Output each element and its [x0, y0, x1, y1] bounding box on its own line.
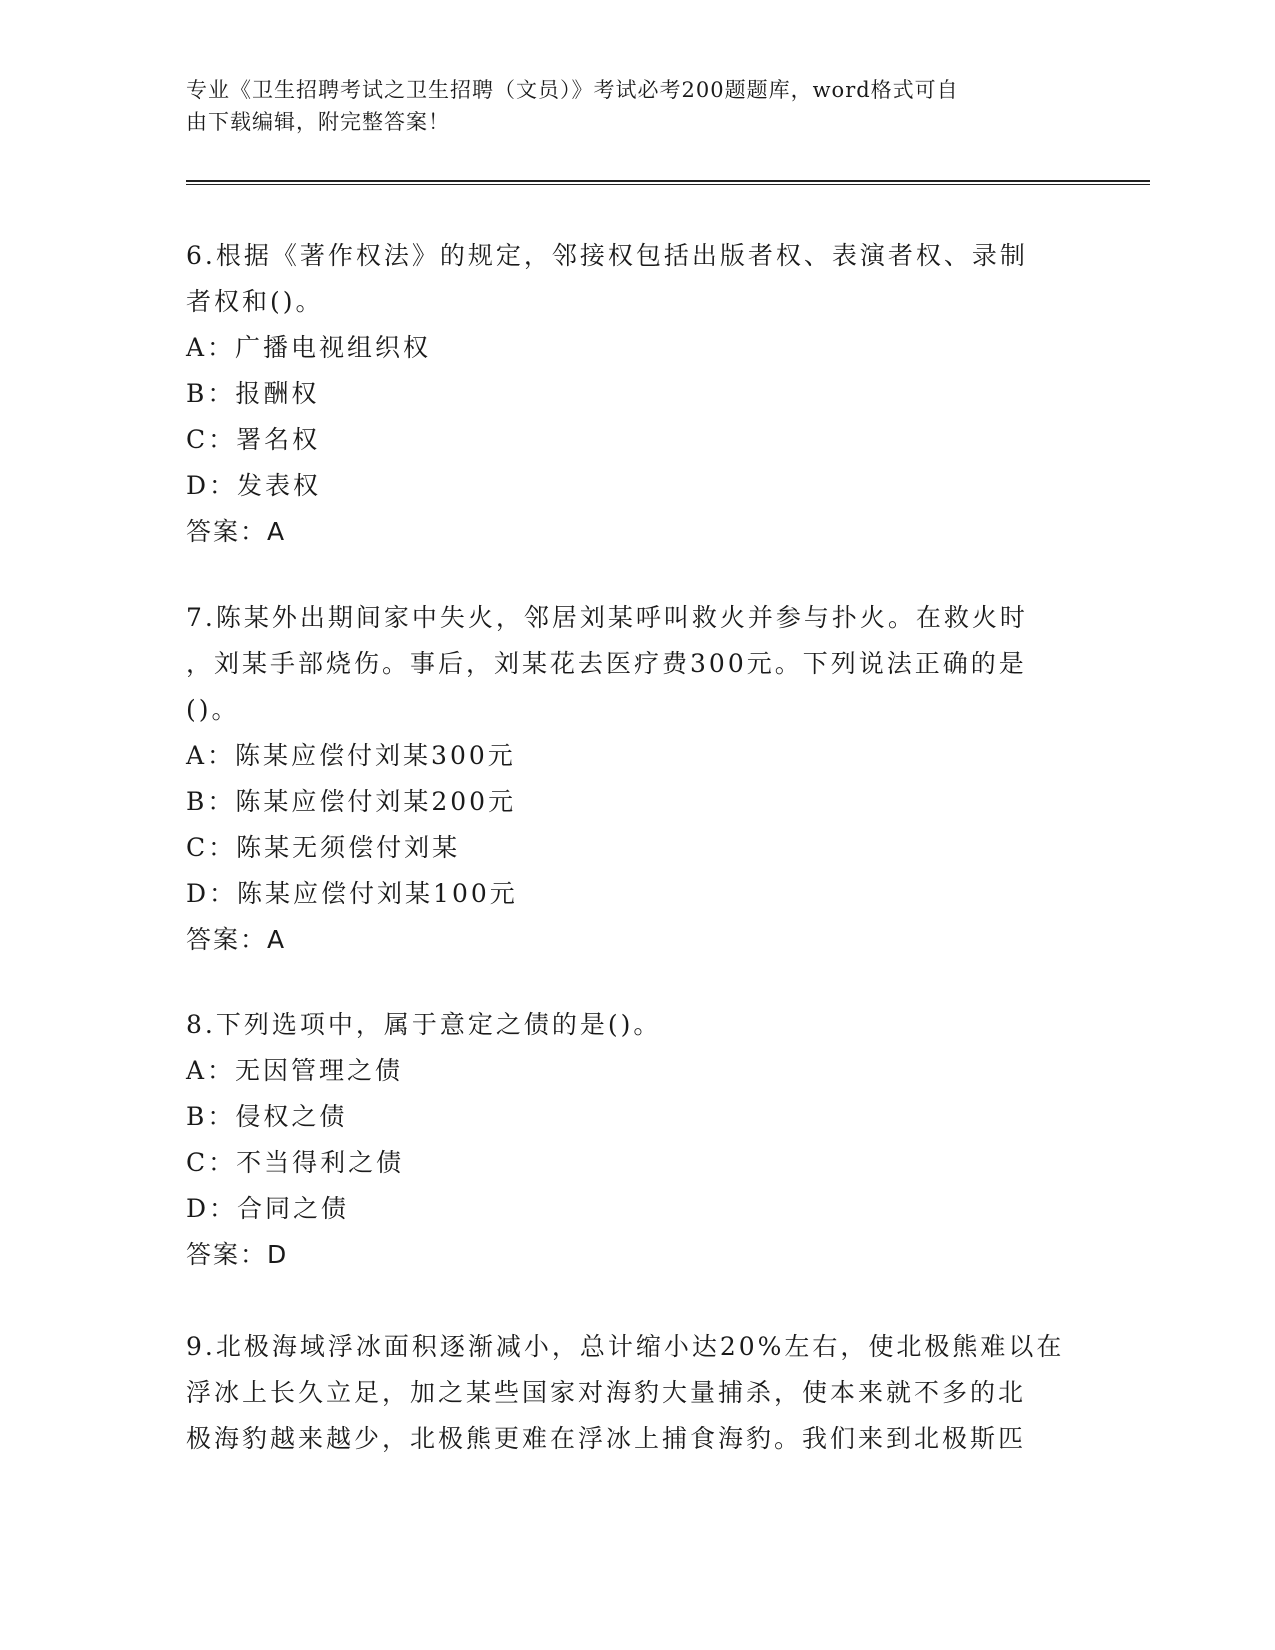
- option-a: A：陈某应偿付刘某300元: [186, 741, 516, 770]
- answer: 答案：D: [186, 1240, 289, 1269]
- question-stem-line: ，刘某手部烧伤。事后，刘某花去医疗费300元。下列说法正确的是: [186, 649, 1027, 678]
- document-header: [186, 74, 1066, 138]
- question-9: [186, 1324, 1076, 1462]
- option-c: C：不当得利之债: [186, 1148, 405, 1177]
- option-b: B：陈某应偿付刘某200元: [186, 787, 517, 816]
- option-b: B：报酬权: [186, 379, 320, 408]
- option-d: D：陈某应偿付刘某100元: [186, 879, 518, 908]
- question-7: [186, 595, 1076, 963]
- question-8: [186, 1002, 1076, 1278]
- header-divider-thin: [186, 184, 1150, 185]
- question-stem-line: ()。: [186, 695, 240, 724]
- header-divider-thick: [186, 180, 1150, 182]
- header-line-1: 专业《卫生招聘考试之卫生招聘（文员）》考试必考200题题库，word格式可自: [186, 78, 959, 102]
- question-6: [186, 233, 1076, 555]
- question-stem-line: 浮冰上长久立足，加之某些国家对海豹大量捕杀，使本来就不多的北: [186, 1378, 1027, 1407]
- question-stem-line: 7.陈某外出期间家中失火，邻居刘某呼叫救火并参与扑火。在救火时: [186, 603, 1028, 632]
- header-line-2: 由下载编辑，附完整答案！: [186, 110, 450, 134]
- question-stem-line: 9.北极海域浮冰面积逐渐减小，总计缩小达20%左右，使北极熊难以在: [186, 1332, 1065, 1361]
- option-d: D：发表权: [186, 471, 322, 500]
- question-stem-line: 者权和()。: [186, 287, 324, 316]
- option-c: C：陈某无须偿付刘某: [186, 833, 461, 862]
- option-b: B：侵权之债: [186, 1102, 348, 1131]
- question-stem-line: 极海豹越来越少，北极熊更难在浮冰上捕食海豹。我们来到北极斯匹: [186, 1424, 1027, 1453]
- option-a: A：广播电视组织权: [186, 333, 432, 362]
- question-stem-line: 8.下列选项中，属于意定之债的是()。: [186, 1010, 662, 1039]
- option-d: D：合同之债: [186, 1194, 350, 1223]
- option-c: C：署名权: [186, 425, 321, 454]
- option-a: A：无因管理之债: [186, 1056, 404, 1085]
- answer: 答案：A: [186, 517, 287, 546]
- question-stem-line: 6.根据《著作权法》的规定，邻接权包括出版者权、表演者权、录制: [186, 241, 1028, 270]
- answer: 答案：A: [186, 925, 287, 954]
